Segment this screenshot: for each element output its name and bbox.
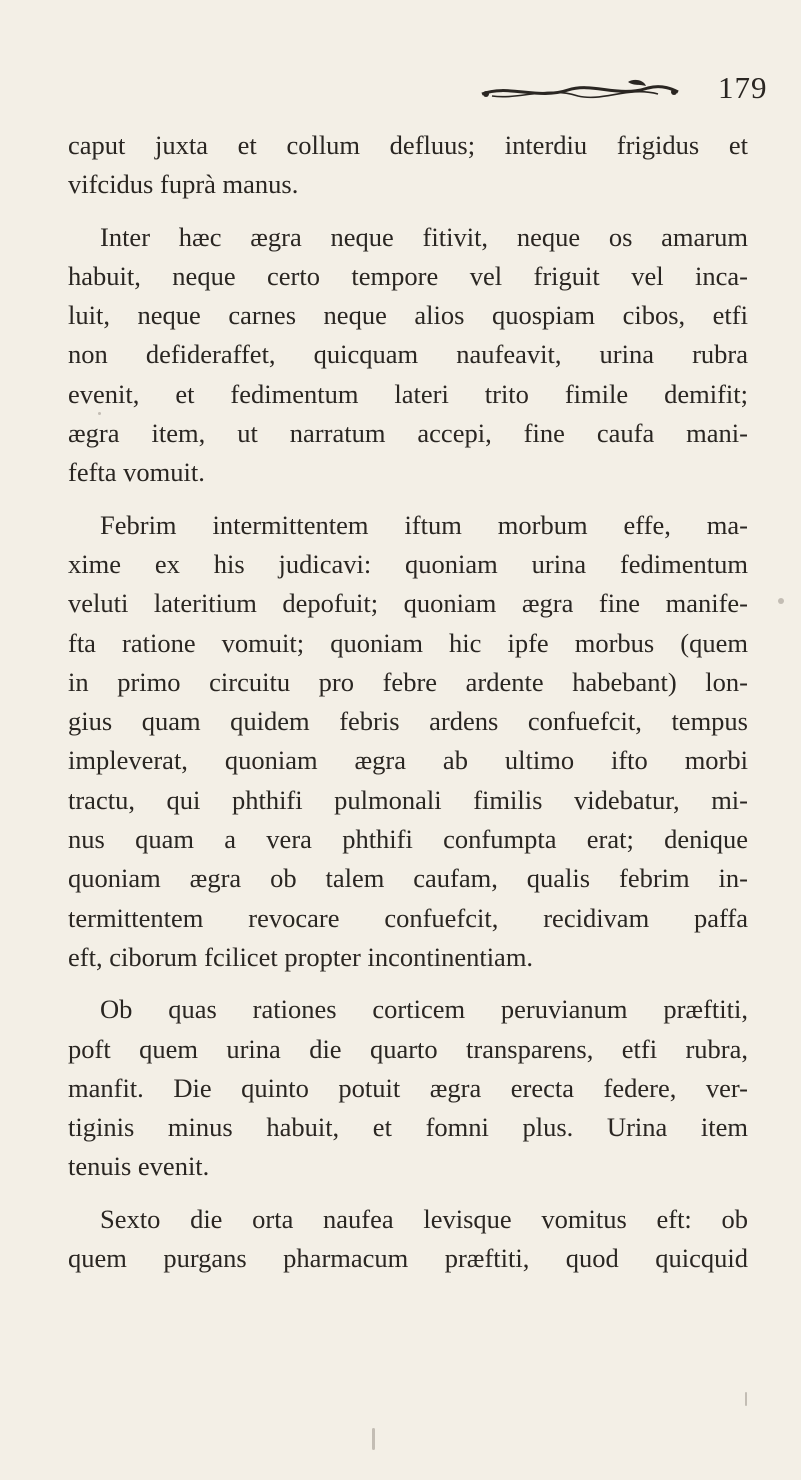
text-line: tiginis minus habuit, et fomni plus. Urina item (68, 1112, 748, 1143)
text-line: Ob quas rationes corticem peruvianum præftiti, (100, 994, 748, 1025)
page-header (0, 60, 801, 120)
text-line: evenit, et fedimentum lateri trito fimile demifit; (68, 378, 748, 409)
paragraph (68, 126, 748, 205)
text-line: nus quam a vera phthifi confumpta erat; denique (68, 824, 748, 855)
text-line: manfit. Die quinto potuit ægra erecta federe, ver- (68, 1072, 748, 1103)
paper-speck (745, 1392, 747, 1406)
text-line: tenuis evenit. (68, 1151, 210, 1182)
text-line: Febrim intermittentem iftum morbum effe, ma- (100, 509, 748, 540)
text-line: habuit, neque certo tempore vel friguit vel inca- (68, 260, 748, 291)
text-line: quoniam ægra ob talem caufam, qualis febrim in- (68, 863, 748, 894)
text-line: non defideraffet, quicquam naufeavit, urina rubra (68, 339, 748, 370)
text-line: Inter hæc ægra neque fitivit, neque os amarum (100, 221, 748, 252)
paragraph (68, 506, 748, 978)
text-line: fta ratione vomuit; quoniam hic ipfe morbus (quem (68, 627, 748, 658)
paper-speck (98, 412, 101, 415)
paper-speck (372, 1428, 375, 1450)
text-line: Sexto die orta naufea levisque vomitus eft: ob (100, 1203, 748, 1234)
page-number: 179 (718, 70, 768, 105)
text-body (68, 126, 748, 1278)
text-line: ægra item, ut narratum accepi, fine caufa mani- (68, 418, 748, 449)
text-line: vifcidus fuprà manus. (68, 169, 299, 200)
text-line: in primo circuitu pro febre ardente habebant) lon- (68, 666, 748, 697)
paragraph (68, 1200, 748, 1279)
text-line: veluti lateritium depofuit; quoniam ægra fine manife- (68, 588, 748, 619)
paragraph (68, 990, 748, 1186)
decorative-rule-ornament-icon (478, 78, 682, 104)
text-line: quem purgans pharmacum præftiti, quod quicquid (68, 1243, 748, 1274)
text-line: luit, neque carnes neque alios quospiam cibos, etfi (68, 300, 748, 331)
text-line: termittentem revocare confuefcit, recidivam paffa (68, 902, 748, 933)
text-line: fefta vomuit. (68, 457, 205, 488)
text-line: poft quem urina die quarto transparens, etfi rubra, (68, 1033, 748, 1064)
text-line: caput juxta et collum defluus; interdiu frigidus et (68, 130, 748, 160)
text-line: eft, ciborum fcilicet propter incontinentiam. (68, 941, 534, 972)
text-line: impleverat, quoniam ægra ab ultimo ifto morbi (68, 745, 748, 776)
paper-speck (778, 598, 784, 604)
paragraph (68, 218, 748, 493)
text-line: tractu, qui phthifi pulmonali fimilis videbatur, mi- (68, 784, 748, 815)
text-line: gius quam quidem febris ardens confuefcit, tempus (68, 706, 748, 737)
text-line: xime ex his judicavi: quoniam urina fedimentum (68, 548, 748, 579)
